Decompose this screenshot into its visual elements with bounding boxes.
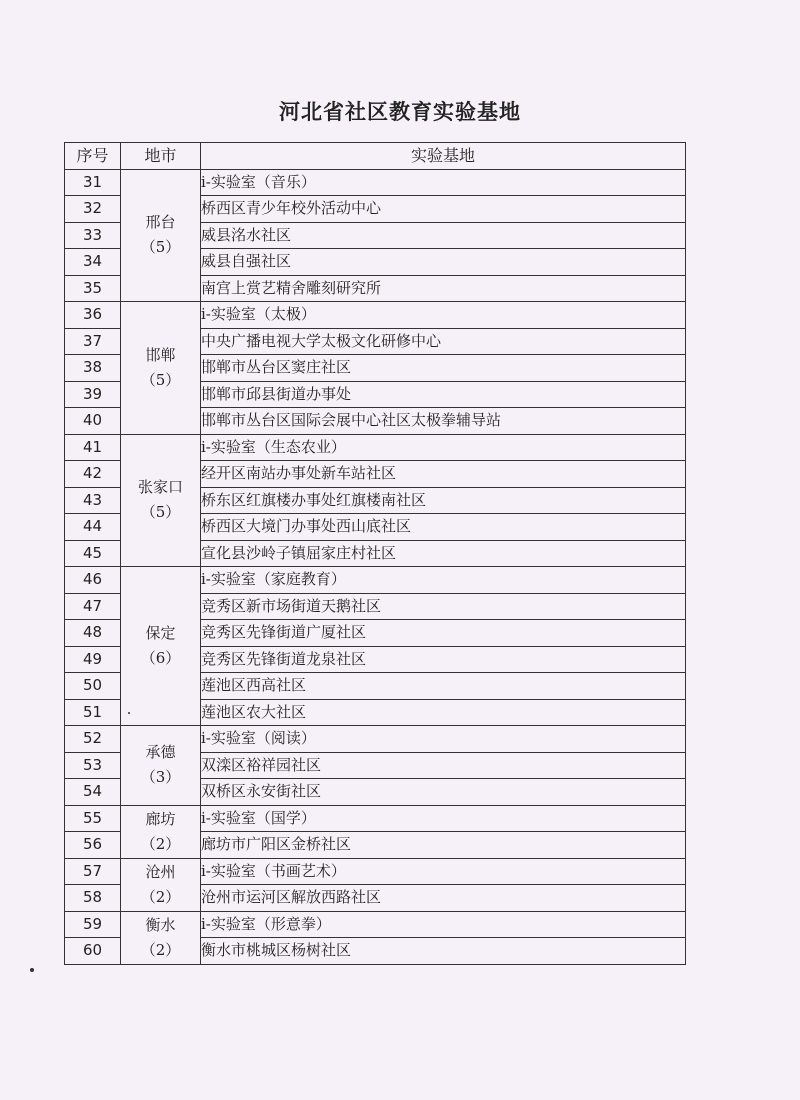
site-name: i-实验室（书画艺术） — [201, 858, 686, 885]
row-number: 48 — [65, 620, 121, 647]
row-number: 47 — [65, 593, 121, 620]
table-row — [65, 858, 686, 885]
site-name: 宣化县沙岭子镇屈家庄村社区 — [201, 540, 686, 567]
site-name: 桥西区青少年校外活动中心 — [201, 196, 686, 223]
city-cell — [121, 567, 201, 726]
site-name: 衡水市桃城区杨树社区 — [201, 938, 686, 965]
city-cell — [121, 805, 201, 858]
table-row — [65, 302, 686, 329]
header-num: 序号 — [65, 143, 121, 170]
row-number: 44 — [65, 514, 121, 541]
row-number: 58 — [65, 885, 121, 912]
row-number: 50 — [65, 673, 121, 700]
site-name: 威县自强社区 — [201, 249, 686, 276]
city-count: （5） — [140, 503, 181, 522]
site-name: i-实验室（生态农业） — [201, 434, 686, 461]
scan-speck — [128, 712, 130, 714]
site-name: 桥东区红旗楼办事处红旗楼南社区 — [201, 487, 686, 514]
row-number: 40 — [65, 408, 121, 435]
city-count: （5） — [140, 370, 181, 389]
site-name: 桥西区大境门办事处西山底社区 — [201, 514, 686, 541]
row-number: 57 — [65, 858, 121, 885]
table-body — [65, 169, 686, 964]
city-cell — [121, 858, 201, 911]
city-name: 保定 — [145, 624, 176, 642]
table-row — [65, 805, 686, 832]
row-number: 43 — [65, 487, 121, 514]
city-cell — [121, 169, 201, 302]
header-city: 地市 — [121, 143, 201, 170]
city-count: （2） — [140, 940, 181, 959]
site-name: i-实验室（音乐） — [201, 169, 686, 196]
row-number: 35 — [65, 275, 121, 302]
row-number: 34 — [65, 249, 121, 276]
row-number: 36 — [65, 302, 121, 329]
site-name: 经开区南站办事处新车站社区 — [201, 461, 686, 488]
site-name: 竞秀区先锋街道龙泉社区 — [201, 646, 686, 673]
experiment-base-table — [64, 142, 686, 965]
city-cell — [121, 302, 201, 435]
site-name: i-实验室（太极） — [201, 302, 686, 329]
site-name: 莲池区农大社区 — [201, 699, 686, 726]
site-name: 中央广播电视大学太极文化研修中心 — [201, 328, 686, 355]
site-name: 邯郸市丛台区窦庄社区 — [201, 355, 686, 382]
row-number: 49 — [65, 646, 121, 673]
row-number: 38 — [65, 355, 121, 382]
site-name: 竞秀区先锋街道广厦社区 — [201, 620, 686, 647]
site-name: i-实验室（家庭教育） — [201, 567, 686, 594]
site-name: 沧州市运河区解放西路社区 — [201, 885, 686, 912]
site-name: 莲池区西高社区 — [201, 673, 686, 700]
site-name: 双滦区裕祥园社区 — [201, 752, 686, 779]
row-number: 45 — [65, 540, 121, 567]
row-number: 54 — [65, 779, 121, 806]
row-number: 33 — [65, 222, 121, 249]
city-name: 张家口 — [137, 478, 183, 497]
city-count: （3） — [140, 768, 181, 787]
row-number: 56 — [65, 832, 121, 859]
row-number: 41 — [65, 434, 121, 461]
row-number: 51 — [65, 699, 121, 726]
site-name: 威县洺水社区 — [201, 222, 686, 249]
site-name: i-实验室（形意拳） — [201, 911, 686, 938]
table-row — [65, 434, 686, 461]
row-number: 52 — [65, 726, 121, 753]
site-name: 竞秀区新市场街道天鹅社区 — [201, 593, 686, 620]
row-number: 53 — [65, 752, 121, 779]
city-name: 承德 — [145, 743, 176, 762]
row-number: 31 — [65, 169, 121, 196]
city-name: 衡水 — [145, 915, 176, 934]
table-row — [65, 911, 686, 938]
city-cell — [121, 911, 201, 964]
site-name: 邯郸市邱县街道办事处 — [201, 381, 686, 408]
city-count: （5） — [140, 238, 181, 257]
site-name: 双桥区永安街社区 — [201, 779, 686, 806]
city-name: 廊坊 — [145, 809, 176, 828]
row-number: 60 — [65, 938, 121, 965]
site-name: i-实验室（国学） — [201, 805, 686, 832]
city-count: （2） — [140, 887, 181, 906]
table-row — [65, 567, 686, 594]
table-row — [65, 169, 686, 196]
row-number: 32 — [65, 196, 121, 223]
row-number: 37 — [65, 328, 121, 355]
table-header-row — [65, 143, 686, 170]
city-cell — [121, 726, 201, 806]
city-name: 沧州 — [145, 862, 176, 881]
city-name: 邢台 — [145, 213, 176, 232]
site-name: 南宫上赏艺精舍雕刻研究所 — [201, 275, 686, 302]
table-row — [65, 726, 686, 753]
header-site: 实验基地 — [201, 143, 686, 170]
city-count: （6） — [140, 649, 181, 667]
scan-speck — [30, 968, 34, 972]
site-name: i-实验室（阅读） — [201, 726, 686, 753]
page-title: 河北省社区教育实验基地 — [279, 100, 521, 124]
row-number: 46 — [65, 567, 121, 594]
site-name: 廊坊市广阳区金桥社区 — [201, 832, 686, 859]
row-number: 55 — [65, 805, 121, 832]
row-number: 39 — [65, 381, 121, 408]
city-cell — [121, 434, 201, 567]
site-name: 邯郸市丛台区国际会展中心社区太极拳辅导站 — [201, 408, 686, 435]
row-number: 59 — [65, 911, 121, 938]
row-number: 42 — [65, 461, 121, 488]
city-count: （2） — [140, 834, 181, 853]
city-name: 邯郸 — [145, 345, 176, 364]
